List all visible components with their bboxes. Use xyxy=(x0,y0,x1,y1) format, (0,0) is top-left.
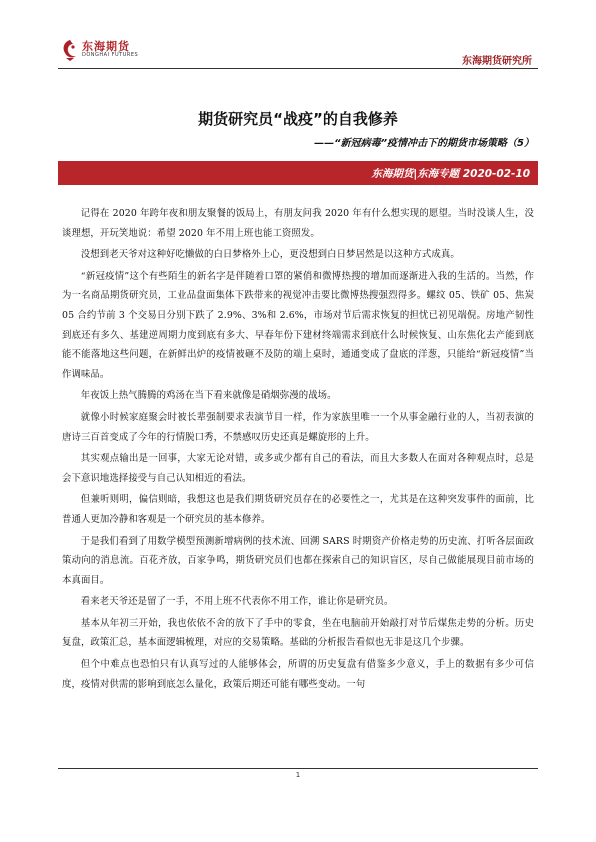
paragraph: 于是我们看到了用数学模型预测新增病例的技术流、回溯 SARS 时期资产价格走势的历史流、打听各层面政策动向的消息流。百花齐放，百家争鸣，期货研究员们也都在探索自己的知识盲区，尽自己做能展现目前市场的本真面目。 xyxy=(62,535,534,586)
document-subtitle: ——“新冠病毒”疫情冲击下的期货市场策略（5） xyxy=(314,138,534,149)
date-banner xyxy=(58,161,538,185)
logo-subtext: DONGHAI FUTURES xyxy=(82,52,139,58)
footer-divider xyxy=(58,768,538,769)
header-divider xyxy=(58,68,538,69)
paragraph: 没想到老天爷对这种好吃懒做的白日梦格外上心，更没想到白日梦居然是以这种方式成真。 xyxy=(80,249,460,261)
institute-name: 东海期货研究所 xyxy=(462,56,532,67)
page-header xyxy=(0,0,596,72)
page-number: 1 xyxy=(295,771,301,779)
document-title: 期货研究员“战疫”的自我修养 xyxy=(198,110,398,128)
logo-text: 东海期货 xyxy=(82,40,130,53)
company-logo xyxy=(60,38,140,64)
paragraph: 记得在 2020 年跨年夜和朋友聚餐的饭局上，有朋友问我 2020 年有什么想实现的愿望。当时没谈人生，没谈理想，开玩笑地说：希望 2020 年不用上班也能工资照发。 xyxy=(62,208,534,239)
paragraph: 年夜饭上热气腾腾的鸡汤在当下看来就像是硝烟弥漫的战场。 xyxy=(80,390,337,402)
paragraph: “新冠疫情”这个有些陌生的新名字是伴随着口罩的紧俏和微博热搜的增加而逐渐进入我的生活的。当然，作为一名商品期货研究员，工业品盘面集体下跌带来的视觉冲击要比微博热搜强烈得多。螺纹 05、铁矿 05、焦炭 05 合约节前 3 个交易日分别下跌了 2.9%、3%和 2.6%，市场对节后需求恢复的担忧已初见端倪。房地产韧性到底还有多久、基建逆周期力度到底有多大、早春年份下建材终端需求到底什么时候恢复、山东焦化去产能到底能不能落地这些问题，在新鲜出炉的疫情被砸不及防的端上桌时，通通变成了盘底的洋葱，只能给“新冠疫情”当作调味品。 xyxy=(62,270,534,380)
paragraph: 基本从年初三开始，我也依依不舍的放下了手中的零食，坐在电脑前开始敲打对节后煤焦走势的分析。历史复盘，政策汇总，基本面逻辑梳理，对应的交易策略。基础的分析报告看似也无非是这几个步骤。 xyxy=(62,617,534,649)
document-body xyxy=(62,204,534,696)
paragraph: 其实观点输出是一回事，大家无论对错，或多或少都有自己的看法，而且大多数人在面对各种观点时，总是会下意识地选择接受与自己认知相近的看法。 xyxy=(62,453,534,484)
paragraph: 但个中难点也恐怕只有认真写过的人能够体会，所谓的历史复盘有借鉴多少意义，手上的数据有多少可信度，疫情对供需的影响到底怎么量化，政策后期还可能有哪些变动。一句 xyxy=(62,659,534,690)
paragraph: 看来老天爷还是留了一手，不用上班不代表你不用工作，谁让你是研究员。 xyxy=(80,596,394,608)
dragon-logo-icon xyxy=(60,38,80,62)
banner-text: 东海期货|东海专题 2020-02-10 xyxy=(371,168,530,180)
paragraph: 但兼听则明，偏信则暗，我想这也是我们期货研究员存在的必要性之一，尤其是在这种突发事件的面前，比普通人更加冷静和客观是一个研究员的基本修养。 xyxy=(62,494,534,525)
paragraph: 就像小时候家庭聚会时被长辈强制要求表演节目一样，作为家族里唯一一个从事金融行业的人，当初表演的唐诗三百首变成了今年的行情脱口秀，不禁感叹历史还真是螺旋形的上升。 xyxy=(62,411,534,443)
